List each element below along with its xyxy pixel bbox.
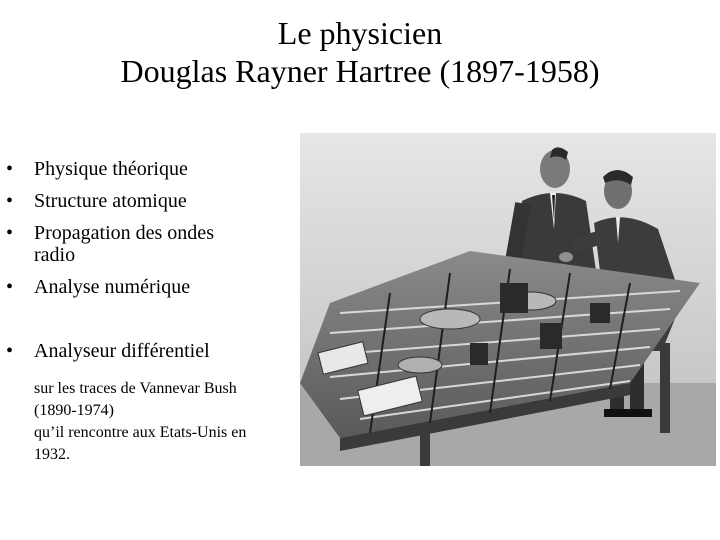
table-leg [660, 343, 670, 433]
note-line: sur les traces de Vannevar Bush [34, 380, 237, 397]
bullet-dot: • [6, 222, 14, 244]
bullet-dot: • [6, 276, 14, 298]
title-line-2: Douglas Rayner Hartree (1897-1958) [120, 53, 600, 89]
table-leg [420, 433, 430, 466]
bullet-dot: • [6, 158, 14, 180]
bullet-text: Analyseur différentiel [34, 340, 210, 362]
title-line-1: Le physicien [277, 15, 443, 51]
note-line: qu’il rencontre aux Etats-Unis en [34, 424, 247, 441]
bullet-text-continued: radio [34, 244, 76, 266]
photo-illustration [300, 133, 716, 466]
note-line: 1932. [34, 446, 70, 463]
differential-analyser-photo [300, 133, 716, 466]
bullet-dot: • [6, 190, 14, 212]
analyser-note [34, 378, 246, 466]
bullet-text: Propagation des ondes [34, 222, 214, 244]
slide-title [0, 14, 720, 90]
bullet-text: Physique théorique [34, 158, 188, 180]
note-line: (1890-1974) [34, 402, 114, 419]
bullet-dot: • [6, 340, 14, 362]
bullet-text: Analyse numérique [34, 276, 191, 298]
bullet-text: Structure atomique [34, 190, 187, 212]
